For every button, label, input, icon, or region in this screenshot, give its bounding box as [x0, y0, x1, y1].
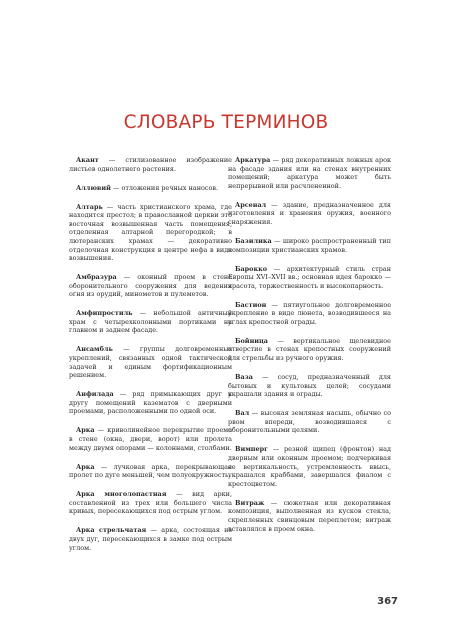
- entry-term: Арка многолопастная: [76, 490, 167, 499]
- entry-definition: — архитектурный стиль стран Европы XVI–XVII вв.; основная идея барокко — красота, торжественность и высокопарность.: [228, 264, 391, 290]
- glossary-entry: [228, 499, 391, 533]
- entry-definition: — небольшой античный храм с четырехколонными портиками на главном и заднем фасаде.: [69, 309, 232, 335]
- entry-definition: — здание, предназначенное для изготовления и хранения оружия, военного снаряжения.: [228, 200, 391, 226]
- entry-definition: — криволинейное перекрытие проема в стене (окна, двери, ворот) или пролета между двумя опорами — колоннами, столбами.: [69, 426, 232, 452]
- entry-definition: — оконный проем в стене оборонительного сооружения для ведения огня из орудий, минометов и пулеметов.: [69, 273, 232, 299]
- entry-definition: — пятиугольное долговременное укрепление в виде люнета, возводившееся на углах крепостной ограды.: [228, 300, 391, 326]
- page-title: СЛОВАРЬ ТЕРМИНОВ: [123, 112, 329, 134]
- entry-term: Амбразура: [76, 273, 117, 282]
- entry-definition: — сосуд, предназначенный для бытовых и культовых целей; сосудами украшали здания и ограды.: [228, 373, 391, 399]
- entry-term: Базилика: [235, 236, 272, 245]
- glossary-entry: [228, 409, 391, 435]
- glossary-entry: [69, 184, 232, 193]
- entry-term: Арсенал: [235, 200, 267, 209]
- glossary-entry: [228, 445, 391, 488]
- entry-term: Акант: [76, 156, 99, 164]
- entry-definition: — лучковая арка, перекрывающая пролет по дуге меньшей, чем полуокружность.: [69, 462, 232, 480]
- entry-term: Арка: [76, 462, 95, 471]
- glossary-entry: [69, 156, 232, 173]
- entry-term: Бастион: [235, 300, 267, 309]
- entry-definition: — вид арки, составленной из трех или большего числа кривых, пересекающихся под острым углом.: [69, 490, 232, 516]
- entry-definition: — отложения речных наносов.: [110, 183, 219, 192]
- glossary-entry: [228, 237, 391, 254]
- entry-term: Вимперг: [235, 445, 269, 454]
- entry-term: Вал: [235, 409, 250, 418]
- glossary-entry: [228, 265, 391, 291]
- glossary-column-left: [69, 156, 232, 562]
- glossary-column-right: [228, 156, 391, 544]
- glossary-entry: [228, 337, 391, 363]
- entry-term: Алтарь: [76, 202, 103, 211]
- entry-term: Барокко: [235, 264, 268, 273]
- glossary-entry: [69, 463, 232, 480]
- page-number: 367: [377, 596, 398, 607]
- glossary-entry: [69, 426, 232, 452]
- glossary-entry: [69, 490, 232, 516]
- entry-definition: — ряд декоративных ложных арок на фасаде здания или на стенах внутренних помещений; аркатура может быть непрерывной или расчлененной.: [228, 156, 391, 190]
- entry-term: Амфипростиль: [76, 309, 133, 318]
- glossary-entry: [228, 301, 391, 327]
- entry-definition: — стилизованное изображение листьев однолетнего растения.: [69, 156, 232, 173]
- entry-term: Ансамбль: [76, 345, 113, 354]
- glossary-entry: [69, 390, 232, 416]
- glossary-entry: [69, 345, 232, 379]
- entry-definition: — высокая земляная насыпь, обычно со рвом впереди, возводившаяся с оборонительными целями.: [228, 409, 391, 435]
- entry-term: Аркатура: [235, 156, 271, 164]
- glossary-entry: [228, 201, 391, 227]
- entry-term: Анфилада: [76, 390, 114, 399]
- entry-term: Аллювий: [76, 183, 111, 192]
- entry-term: Витраж: [235, 498, 265, 507]
- entry-term: Арка стрельчатая: [76, 526, 147, 535]
- entry-definition: — широко распространенный тип композиции христианских храмов.: [228, 236, 391, 254]
- entry-definition: — сюжетная или декоративная композиция, выполненная из кусков стекла, скрепленных свинцовым переплетом; витраж вставлялся в проем окна.: [228, 498, 391, 533]
- glossary-entry: [69, 273, 232, 299]
- entry-definition: — арка, состоящая из двух дуг, пересекающихся в замке под острым углом.: [69, 526, 232, 552]
- entry-definition: — вертикальное щелевидное отверстие в стенах крепостных сооружений для стрельбы из ручного оружия.: [228, 336, 391, 363]
- entry-definition: — ряд примыкающих друг к другу помещений казематов с дверными проемами, расположенными по одной оси.: [69, 390, 232, 416]
- entry-term: Арка: [76, 426, 95, 435]
- glossary-entry: [228, 373, 391, 399]
- entry-term: Бойница: [235, 336, 268, 345]
- glossary-entry: [69, 309, 232, 335]
- glossary-entry: [69, 203, 232, 263]
- entry-definition: — резной щипец (фронтон) над дверным или оконным проемом; подчеркивая ее вертикальность, устремленность ввысь, украшался краббами, завершался фиалом с крестоцветом.: [228, 445, 391, 488]
- entry-definition: — часть христианского храма, где находится престол; в православной церкви это восточная возвышенная часть помещения, отделенная алтарной перегородкой; в лютеранских храмах — декоративно отделочная конструкция в центре нефа в виде возвышения.: [69, 202, 232, 263]
- glossary-entry: [69, 526, 232, 552]
- entry-term: Ваза: [235, 373, 253, 382]
- entry-definition: — группы долговременных укреплений, связанных одной тактической задачей и единым фортификационным решением.: [69, 345, 232, 380]
- glossary-entry: [228, 156, 391, 190]
